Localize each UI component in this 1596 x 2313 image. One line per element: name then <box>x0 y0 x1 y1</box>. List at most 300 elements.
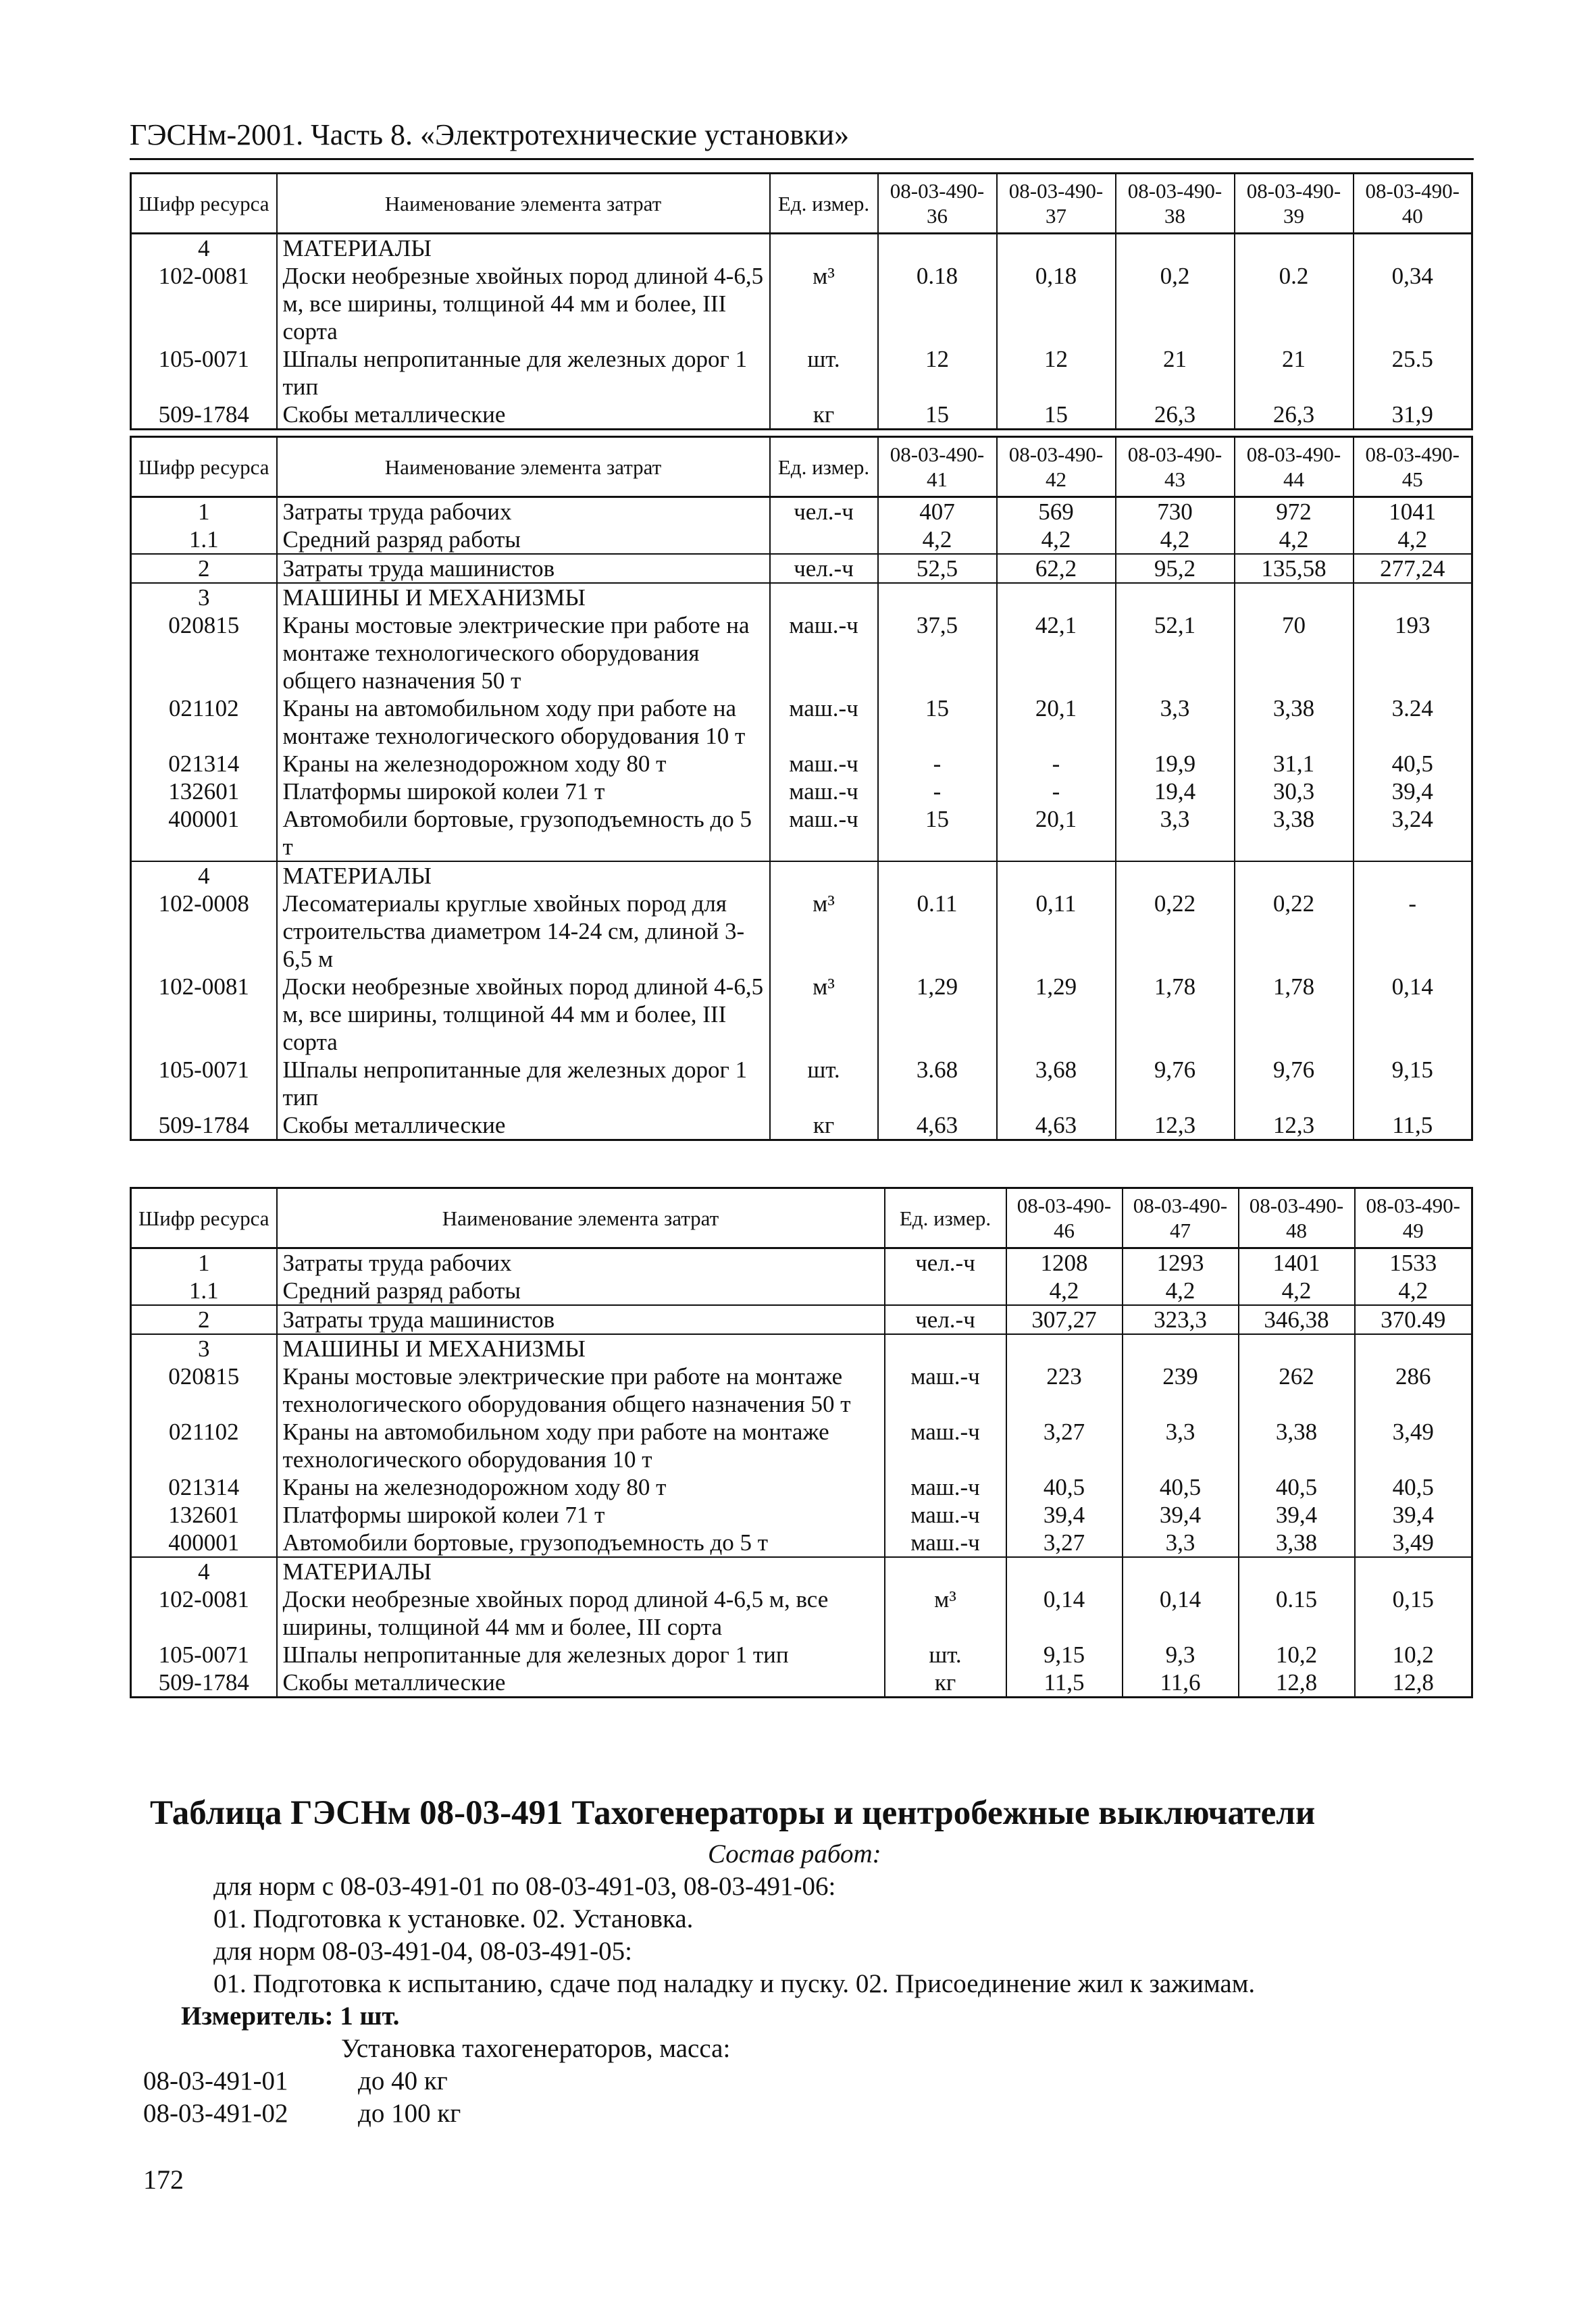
cell-value: 39,4 <box>1006 1501 1123 1529</box>
meter: Измеритель: 1 шт. <box>181 2002 400 2031</box>
table-row <box>131 1248 1472 1277</box>
cell-unit <box>770 526 878 554</box>
cell-value: 4,2 <box>997 526 1116 554</box>
header-norm-code: 08-03-490-47 <box>1123 1188 1239 1248</box>
cell-value: 1208 <box>1006 1248 1123 1277</box>
cell-value <box>1116 583 1235 611</box>
cell-value: 3,3 <box>1123 1418 1239 1473</box>
cell-value: 0,11 <box>997 890 1116 973</box>
table-row <box>131 1334 1472 1363</box>
table-row <box>131 861 1472 890</box>
cell-code: 3 <box>131 1334 277 1363</box>
cell-value: 31,1 <box>1235 750 1354 778</box>
cell-value <box>1123 1557 1239 1585</box>
cell-code: 4 <box>131 1557 277 1585</box>
cell-unit: чел.-ч <box>885 1305 1006 1334</box>
cell-value <box>1116 861 1235 890</box>
cell-value: 39,4 <box>1239 1501 1355 1529</box>
cell-unit: кг <box>770 1111 878 1140</box>
cell-code: 1.1 <box>131 1277 277 1305</box>
cell-unit: маш.-ч <box>770 611 878 694</box>
cell-value: 569 <box>997 497 1116 526</box>
cell-code: 132601 <box>131 1501 277 1529</box>
cell-value: 0.2 <box>1235 262 1354 345</box>
table-row <box>131 1557 1472 1585</box>
table-row <box>131 234 1472 263</box>
cell-name: Доски необрезные хвойных пород длиной 4-6,5 м, все ширины, толщиной 44 мм и более, III сорта <box>277 262 770 345</box>
cell-value: 15 <box>997 401 1116 430</box>
table-row <box>131 750 1472 778</box>
cell-value: 40,5 <box>1355 1473 1472 1501</box>
table-row <box>131 583 1472 611</box>
cell-value: 4,2 <box>1235 526 1354 554</box>
header-norm-code: 08-03-490-39 <box>1235 174 1354 234</box>
table-row <box>131 778 1472 805</box>
cell-value: 10,2 <box>1355 1641 1472 1669</box>
cell-value: 12,3 <box>1116 1111 1235 1140</box>
header-norm-code: 08-03-490-36 <box>878 174 997 234</box>
cell-value: 19,9 <box>1116 750 1235 778</box>
header-norm-code: 08-03-490-38 <box>1116 174 1235 234</box>
norm-table-490-36-40 <box>130 172 1473 430</box>
cell-value: 11,6 <box>1123 1669 1239 1698</box>
cell-value: 223 <box>1006 1363 1123 1418</box>
cell-value: 39,4 <box>1354 778 1472 805</box>
table-row <box>131 1473 1472 1501</box>
cell-value <box>878 583 997 611</box>
table-row <box>131 401 1472 430</box>
cell-code: 102-0008 <box>131 890 277 973</box>
cell-value <box>1006 1334 1123 1363</box>
table-row <box>131 526 1472 554</box>
cell-value: 4,2 <box>1354 526 1472 554</box>
cell-value: 3,38 <box>1239 1529 1355 1557</box>
cell-value: 1,78 <box>1235 973 1354 1056</box>
cell-name: Скобы металлические <box>277 1669 885 1698</box>
cell-value: 42,1 <box>997 611 1116 694</box>
cell-code: 509-1784 <box>131 1669 277 1698</box>
header-norm-code: 08-03-490-45 <box>1354 437 1472 497</box>
cell-code: 020815 <box>131 1363 277 1418</box>
cell-value: 12,3 <box>1235 1111 1354 1140</box>
item-text: до 40 кг <box>358 2066 448 2095</box>
composition-line-4: 01. Подготовка к испытанию, сдаче под наладку и пуску. 02. Присоединение жил к зажимам. <box>213 1969 1256 1998</box>
cell-value: 1533 <box>1355 1248 1472 1277</box>
cell-value: 9,15 <box>1354 1056 1472 1111</box>
cell-unit: м³ <box>770 890 878 973</box>
cell-unit: маш.-ч <box>770 778 878 805</box>
header-unit: Ед. измер. <box>770 437 878 497</box>
cell-value: 323,3 <box>1123 1305 1239 1334</box>
header-norm-code: 08-03-490-46 <box>1006 1188 1123 1248</box>
cell-value: 95,2 <box>1116 554 1235 583</box>
cell-name: МАТЕРИАЛЫ <box>277 1557 885 1585</box>
cell-value: 9,15 <box>1006 1641 1123 1669</box>
cell-value: - <box>878 750 997 778</box>
cell-value: 4,63 <box>997 1111 1116 1140</box>
table-row <box>131 554 1472 583</box>
cell-name: Доски необрезные хвойных пород длиной 4-6,5 м, все ширины, толщиной 44 мм и более, III сорта <box>277 973 770 1056</box>
cell-value: 0,34 <box>1354 262 1472 345</box>
norm-table-490-46-49 <box>130 1187 1473 1698</box>
cell-value: 20,1 <box>997 805 1116 861</box>
cell-value: 0.15 <box>1239 1585 1355 1641</box>
cell-value: 3,3 <box>1116 805 1235 861</box>
cell-value <box>1235 861 1354 890</box>
cell-code: 105-0071 <box>131 1641 277 1669</box>
cell-value <box>1354 583 1472 611</box>
cell-value: 11,5 <box>1354 1111 1472 1140</box>
cell-name: Средний разряд работы <box>277 526 770 554</box>
cell-value: 15 <box>878 805 997 861</box>
cell-unit: шт. <box>885 1641 1006 1669</box>
cell-value: 3,27 <box>1006 1418 1123 1473</box>
header-norm-code: 08-03-490-42 <box>997 437 1116 497</box>
cell-code: 509-1784 <box>131 401 277 430</box>
composition-line-3: для норм 08-03-491-04, 08-03-491-05: <box>213 1937 632 1966</box>
table-row <box>131 1501 1472 1529</box>
cell-code: 105-0071 <box>131 345 277 401</box>
cell-value <box>997 861 1116 890</box>
cell-value: 407 <box>878 497 997 526</box>
cell-value: 4,2 <box>1006 1277 1123 1305</box>
header-norm-code: 08-03-490-41 <box>878 437 997 497</box>
header-name: Наименование элемента затрат <box>277 174 770 234</box>
cell-name: Шпалы непропитанные для железных дорог 1 тип <box>277 1056 770 1111</box>
cell-unit: м³ <box>885 1585 1006 1641</box>
header-norm-code: 08-03-490-37 <box>997 174 1116 234</box>
cell-value: - <box>878 778 997 805</box>
subsection-title: Установка тахогенераторов, масса: <box>341 2034 731 2063</box>
cell-unit: маш.-ч <box>770 750 878 778</box>
cell-value: 0.11 <box>878 890 997 973</box>
cell-value: 730 <box>1116 497 1235 526</box>
cell-value: 40,5 <box>1354 750 1472 778</box>
cell-value <box>997 583 1116 611</box>
cell-name: Затраты труда рабочих <box>277 497 770 526</box>
cell-name: Затраты труда рабочих <box>277 1248 885 1277</box>
cell-value: 0,14 <box>1354 973 1472 1056</box>
cell-unit <box>885 1277 1006 1305</box>
running-header: ГЭСНм-2001. Часть 8. «Электротехнические установки» <box>130 116 1474 160</box>
cell-name: МАШИНЫ И МЕХАНИЗМЫ <box>277 1334 885 1363</box>
table-row <box>131 1277 1472 1305</box>
cell-code: 4 <box>131 861 277 890</box>
cell-name: Скобы металлические <box>277 1111 770 1140</box>
cell-name: Лесоматериалы круглые хвойных пород для строительства диаметром 14-24 см, длиной 3-6,5 м <box>277 890 770 973</box>
header-norm-code: 08-03-490-49 <box>1355 1188 1472 1248</box>
cell-value: 9,76 <box>1116 1056 1235 1111</box>
cell-unit: м³ <box>770 262 878 345</box>
cell-code: 1 <box>131 497 277 526</box>
cell-unit: маш.-ч <box>770 694 878 750</box>
header-unit: Ед. измер. <box>770 174 878 234</box>
page-number: 172 <box>143 2164 184 2195</box>
table-row <box>131 1641 1472 1669</box>
composition-line-1: для норм с 08-03-491-01 по 08-03-491-03, 08-03-491-06: <box>213 1872 836 1901</box>
cell-name: Краны на автомобильном ходу при работе на монтаже технологического оборудования 10 т <box>277 694 770 750</box>
table-row <box>131 497 1472 526</box>
header-code: Шифр ресурса <box>131 1188 277 1248</box>
cell-unit: маш.-ч <box>885 1473 1006 1501</box>
cell-value: 20,1 <box>997 694 1116 750</box>
cell-unit: м³ <box>770 973 878 1056</box>
header-code: Шифр ресурса <box>131 174 277 234</box>
cell-unit <box>885 1334 1006 1363</box>
cell-value: 3,27 <box>1006 1529 1123 1557</box>
item-code: 08-03-491-01 <box>143 2066 288 2095</box>
cell-value: 3.24 <box>1354 694 1472 750</box>
cell-value: 37,5 <box>878 611 997 694</box>
cell-value: 1041 <box>1354 497 1472 526</box>
cell-code: 400001 <box>131 805 277 861</box>
cell-name: Скобы металлические <box>277 401 770 430</box>
cell-value: 3,68 <box>997 1056 1116 1111</box>
cell-code: 2 <box>131 1305 277 1334</box>
cell-value <box>1354 861 1472 890</box>
cell-value: - <box>1354 890 1472 973</box>
cell-value: 4,2 <box>1355 1277 1472 1305</box>
cell-value: 52,1 <box>1116 611 1235 694</box>
cell-value: 12 <box>878 345 997 401</box>
cell-name: Платформы широкой колеи 71 т <box>277 1501 885 1529</box>
cell-unit: кг <box>885 1669 1006 1698</box>
cell-value <box>878 861 997 890</box>
cell-value: 3,49 <box>1355 1418 1472 1473</box>
cell-value: 4,2 <box>1116 526 1235 554</box>
item-code: 08-03-491-02 <box>143 2099 288 2128</box>
table-row <box>131 1585 1472 1641</box>
cell-value: - <box>997 778 1116 805</box>
norm-table-490-41-45 <box>130 436 1473 1141</box>
cell-code: 400001 <box>131 1529 277 1557</box>
cell-value: 4,63 <box>878 1111 997 1140</box>
header-unit: Ед. измер. <box>885 1188 1006 1248</box>
cell-value: 1293 <box>1123 1248 1239 1277</box>
cell-value <box>878 234 997 263</box>
cell-value: 12,8 <box>1239 1669 1355 1698</box>
cell-value <box>1235 583 1354 611</box>
cell-unit: кг <box>770 401 878 430</box>
cell-value: 0,15 <box>1355 1585 1472 1641</box>
cell-value: 40,5 <box>1239 1473 1355 1501</box>
cell-name: Платформы широкой колеи 71 т <box>277 778 770 805</box>
cell-unit: маш.-ч <box>770 805 878 861</box>
cell-value: 3.68 <box>878 1056 997 1111</box>
composition-label: Состав работ: <box>708 1839 881 1869</box>
cell-code: 021314 <box>131 750 277 778</box>
table-row <box>131 262 1472 345</box>
cell-value <box>997 234 1116 263</box>
cell-name: Краны мостовые электрические при работе на монтаже технологического оборудования общего назначения 50 т <box>277 611 770 694</box>
cell-code: 021314 <box>131 1473 277 1501</box>
cell-value: 10,2 <box>1239 1641 1355 1669</box>
table-row <box>131 1305 1472 1334</box>
cell-name: Доски необрезные хвойных пород длиной 4-6,5 м, все ширины, толщиной 44 мм и более, III сорта <box>277 1585 885 1641</box>
cell-code: 102-0081 <box>131 1585 277 1641</box>
cell-value: 40,5 <box>1006 1473 1123 1501</box>
cell-value: 21 <box>1116 345 1235 401</box>
cell-code: 102-0081 <box>131 973 277 1056</box>
cell-unit: маш.-ч <box>885 1501 1006 1529</box>
table-row <box>131 694 1472 750</box>
cell-value <box>1239 1557 1355 1585</box>
table-row <box>131 1529 1472 1557</box>
cell-code: 105-0071 <box>131 1056 277 1111</box>
cell-value: - <box>997 750 1116 778</box>
cell-value <box>1123 1334 1239 1363</box>
cell-value: 39,4 <box>1355 1501 1472 1529</box>
cell-unit: шт. <box>770 345 878 401</box>
table-row <box>131 890 1472 973</box>
cell-value: 1,29 <box>997 973 1116 1056</box>
cell-value: 0,14 <box>1123 1585 1239 1641</box>
cell-name: МАТЕРИАЛЫ <box>277 861 770 890</box>
cell-value: 346,38 <box>1239 1305 1355 1334</box>
cell-value: 370.49 <box>1355 1305 1472 1334</box>
cell-value: 4,2 <box>1239 1277 1355 1305</box>
cell-value <box>1235 234 1354 263</box>
cell-name: Автомобили бортовые, грузоподъемность до 5 т <box>277 805 770 861</box>
cell-code: 102-0081 <box>131 262 277 345</box>
cell-unit: шт. <box>770 1056 878 1111</box>
table-row <box>131 973 1472 1056</box>
cell-value <box>1239 1334 1355 1363</box>
cell-unit: чел.-ч <box>770 554 878 583</box>
cell-value: 3,3 <box>1116 694 1235 750</box>
cell-value <box>1116 234 1235 263</box>
cell-value: 1,78 <box>1116 973 1235 1056</box>
cell-name: Краны на железнодорожном ходу 80 т <box>277 1473 885 1501</box>
cell-value: 15 <box>878 694 997 750</box>
cell-code: 132601 <box>131 778 277 805</box>
header-norm-code: 08-03-490-44 <box>1235 437 1354 497</box>
cell-code: 2 <box>131 554 277 583</box>
cell-code: 1.1 <box>131 526 277 554</box>
composition-line-2: 01. Подготовка к установке. 02. Установка. <box>213 1904 694 1933</box>
cell-value: 972 <box>1235 497 1354 526</box>
cell-value: 239 <box>1123 1363 1239 1418</box>
cell-value: 39,4 <box>1123 1501 1239 1529</box>
table-row <box>131 1363 1472 1418</box>
cell-name: МАТЕРИАЛЫ <box>277 234 770 263</box>
cell-name: Шпалы непропитанные для железных дорог 1 тип <box>277 1641 885 1669</box>
cell-value: 52,5 <box>878 554 997 583</box>
cell-value: 30,3 <box>1235 778 1354 805</box>
cell-value: 3,38 <box>1235 694 1354 750</box>
cell-value: 307,27 <box>1006 1305 1123 1334</box>
cell-value: 1401 <box>1239 1248 1355 1277</box>
table-row <box>131 1056 1472 1111</box>
cell-value: 0,18 <box>997 262 1116 345</box>
cell-value: 26,3 <box>1235 401 1354 430</box>
cell-value: 3,49 <box>1355 1529 1472 1557</box>
table-row <box>131 1111 1472 1140</box>
cell-unit: маш.-ч <box>885 1529 1006 1557</box>
cell-name: Шпалы непропитанные для железных дорог 1 тип <box>277 345 770 401</box>
cell-value: 12,8 <box>1355 1669 1472 1698</box>
table-row <box>131 805 1472 861</box>
header-norm-code: 08-03-490-48 <box>1239 1188 1355 1248</box>
cell-value: 0,22 <box>1116 890 1235 973</box>
cell-value: 9,76 <box>1235 1056 1354 1111</box>
cell-value: 4,2 <box>878 526 997 554</box>
cell-value <box>1355 1334 1472 1363</box>
cell-value <box>1006 1557 1123 1585</box>
cell-value <box>1355 1557 1472 1585</box>
cell-unit: чел.-ч <box>885 1248 1006 1277</box>
cell-value: 40,5 <box>1123 1473 1239 1501</box>
cell-value: 3,3 <box>1123 1529 1239 1557</box>
cell-code: 1 <box>131 1248 277 1277</box>
cell-value: 0,14 <box>1006 1585 1123 1641</box>
cell-code: 020815 <box>131 611 277 694</box>
cell-unit <box>770 861 878 890</box>
cell-value: 31,9 <box>1354 401 1472 430</box>
cell-name: Автомобили бортовые, грузоподъемность до 5 т <box>277 1529 885 1557</box>
cell-unit: чел.-ч <box>770 497 878 526</box>
cell-value: 26,3 <box>1116 401 1235 430</box>
cell-value: 1,29 <box>878 973 997 1056</box>
cell-value: 21 <box>1235 345 1354 401</box>
cell-value: 3,38 <box>1239 1418 1355 1473</box>
cell-value: 25.5 <box>1354 345 1472 401</box>
cell-value: 286 <box>1355 1363 1472 1418</box>
cell-value <box>1354 234 1472 263</box>
cell-name: Затраты труда машинистов <box>277 1305 885 1334</box>
cell-value: 4,2 <box>1123 1277 1239 1305</box>
cell-value: 277,24 <box>1354 554 1472 583</box>
table-title: Таблица ГЭСНм 08-03-491 Тахогенераторы и центробежные выключатели <box>150 1794 1316 1832</box>
table-row <box>131 1669 1472 1698</box>
cell-value: 12 <box>997 345 1116 401</box>
header-name: Наименование элемента затрат <box>277 437 770 497</box>
header-code: Шифр ресурса <box>131 437 277 497</box>
cell-value: 70 <box>1235 611 1354 694</box>
cell-value: 19,4 <box>1116 778 1235 805</box>
cell-value: 135,58 <box>1235 554 1354 583</box>
cell-unit <box>885 1557 1006 1585</box>
cell-name: Краны на автомобильном ходу при работе на монтаже технологического оборудования 10 т <box>277 1418 885 1473</box>
cell-unit <box>770 234 878 263</box>
header-norm-code: 08-03-490-43 <box>1116 437 1235 497</box>
cell-value: 3,38 <box>1235 805 1354 861</box>
cell-value: 3,24 <box>1354 805 1472 861</box>
cell-value: 62,2 <box>997 554 1116 583</box>
cell-value: 0.18 <box>878 262 997 345</box>
cell-code: 3 <box>131 583 277 611</box>
table-row <box>131 1418 1472 1473</box>
cell-value: 0,22 <box>1235 890 1354 973</box>
cell-name: МАШИНЫ И МЕХАНИЗМЫ <box>277 583 770 611</box>
cell-value: 262 <box>1239 1363 1355 1418</box>
table-row <box>131 611 1472 694</box>
cell-unit: маш.-ч <box>885 1363 1006 1418</box>
table-row <box>131 345 1472 401</box>
cell-unit: маш.-ч <box>885 1418 1006 1473</box>
cell-name: Краны на железнодорожном ходу 80 т <box>277 750 770 778</box>
cell-code: 509-1784 <box>131 1111 277 1140</box>
cell-code: 4 <box>131 234 277 263</box>
cell-name: Краны мостовые электрические при работе на монтаже технологического оборудования общего назначения 50 т <box>277 1363 885 1418</box>
header-name: Наименование элемента затрат <box>277 1188 885 1248</box>
cell-value: 15 <box>878 401 997 430</box>
cell-value: 9,3 <box>1123 1641 1239 1669</box>
cell-value: 193 <box>1354 611 1472 694</box>
cell-name: Затраты труда машинистов <box>277 554 770 583</box>
cell-code: 021102 <box>131 1418 277 1473</box>
cell-code: 021102 <box>131 694 277 750</box>
